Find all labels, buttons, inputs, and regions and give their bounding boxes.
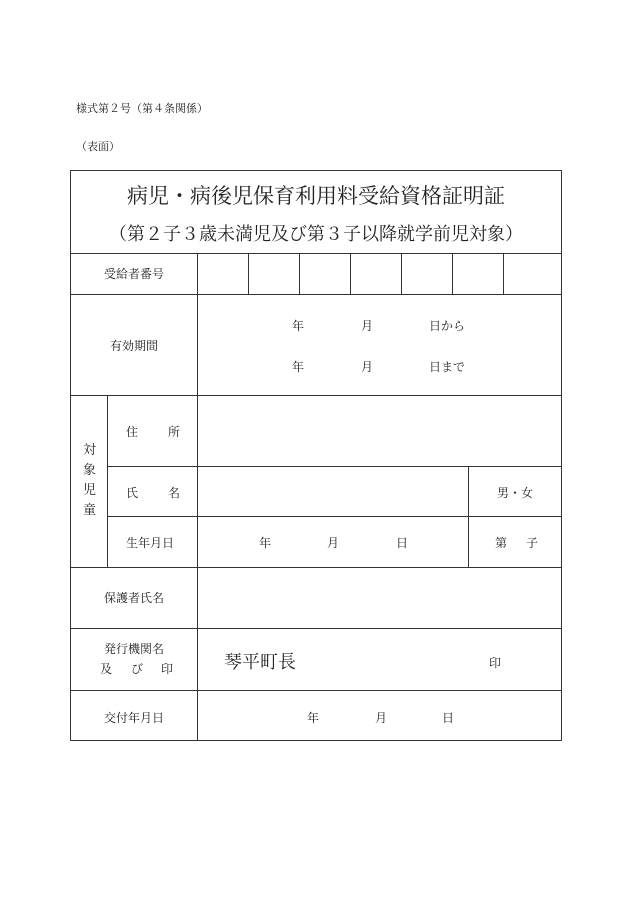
form-number: 様式第２号（第４条関係）: [76, 102, 208, 115]
birth-month: 月: [327, 536, 340, 550]
recipient-number-label: 受給者番号: [103, 267, 165, 281]
validity-from-month: 月: [361, 319, 374, 333]
certificate-subtitle: （第２子３歳未満児及び第３子以降就学前児対象）: [109, 224, 523, 245]
birth-year: 年: [259, 536, 272, 550]
name-label-char: 名: [168, 486, 181, 500]
divider: [71, 395, 561, 396]
target-child-char: 童: [83, 503, 97, 518]
birth-day: 日: [396, 536, 409, 550]
name-label-char: 氏: [126, 486, 139, 500]
child-order-label: 子: [526, 536, 539, 550]
certificate-form: [70, 170, 562, 741]
divider: [248, 253, 249, 294]
divider: [107, 395, 108, 567]
address-label-char: 住: [126, 425, 139, 439]
issuer-label-char: 及: [100, 662, 113, 676]
divider: [350, 253, 351, 294]
issue-year: 年: [307, 711, 320, 725]
child-order-label: 第: [495, 536, 508, 550]
certificate-title: 病児・病後児保育利用料受給資格証明証: [127, 184, 505, 208]
target-child-char: 象: [83, 463, 97, 478]
divider: [71, 628, 561, 629]
divider: [71, 294, 561, 295]
divider: [452, 253, 453, 294]
divider: [299, 253, 300, 294]
validity-until-year: 年: [292, 360, 305, 374]
issuer-label: 発行機関名: [103, 642, 165, 656]
issuer-name: 琴平町長: [224, 652, 296, 673]
validity-until-month: 月: [361, 360, 374, 374]
divider: [71, 567, 561, 568]
address-label-char: 所: [168, 425, 181, 439]
issuer-label-char: び: [131, 662, 144, 676]
divider: [71, 253, 561, 254]
validity-label: 有効期間: [109, 339, 159, 353]
guardian-name-label: 保護者氏名: [103, 591, 165, 605]
issue-month: 月: [375, 711, 388, 725]
divider: [401, 253, 402, 294]
validity-until-day: 日まで: [429, 360, 466, 374]
validity-from-year: 年: [292, 319, 305, 333]
divider: [107, 466, 561, 467]
face-side-label: （表面）: [76, 140, 120, 153]
validity-from-day: 日から: [429, 319, 466, 333]
issuer-label-char: 印: [161, 662, 174, 676]
divider: [197, 253, 198, 740]
target-child-char: 児: [83, 483, 97, 498]
divider: [468, 466, 469, 567]
issue-date-label: 交付年月日: [103, 711, 165, 725]
divider: [503, 253, 504, 294]
issue-day: 日: [442, 711, 455, 725]
target-child-char: 対: [83, 443, 97, 458]
gender-choice: 男・女: [496, 486, 534, 500]
birthdate-label: 生年月日: [126, 536, 175, 550]
divider: [71, 690, 561, 691]
divider: [107, 516, 561, 517]
seal-mark: 印: [489, 656, 502, 670]
